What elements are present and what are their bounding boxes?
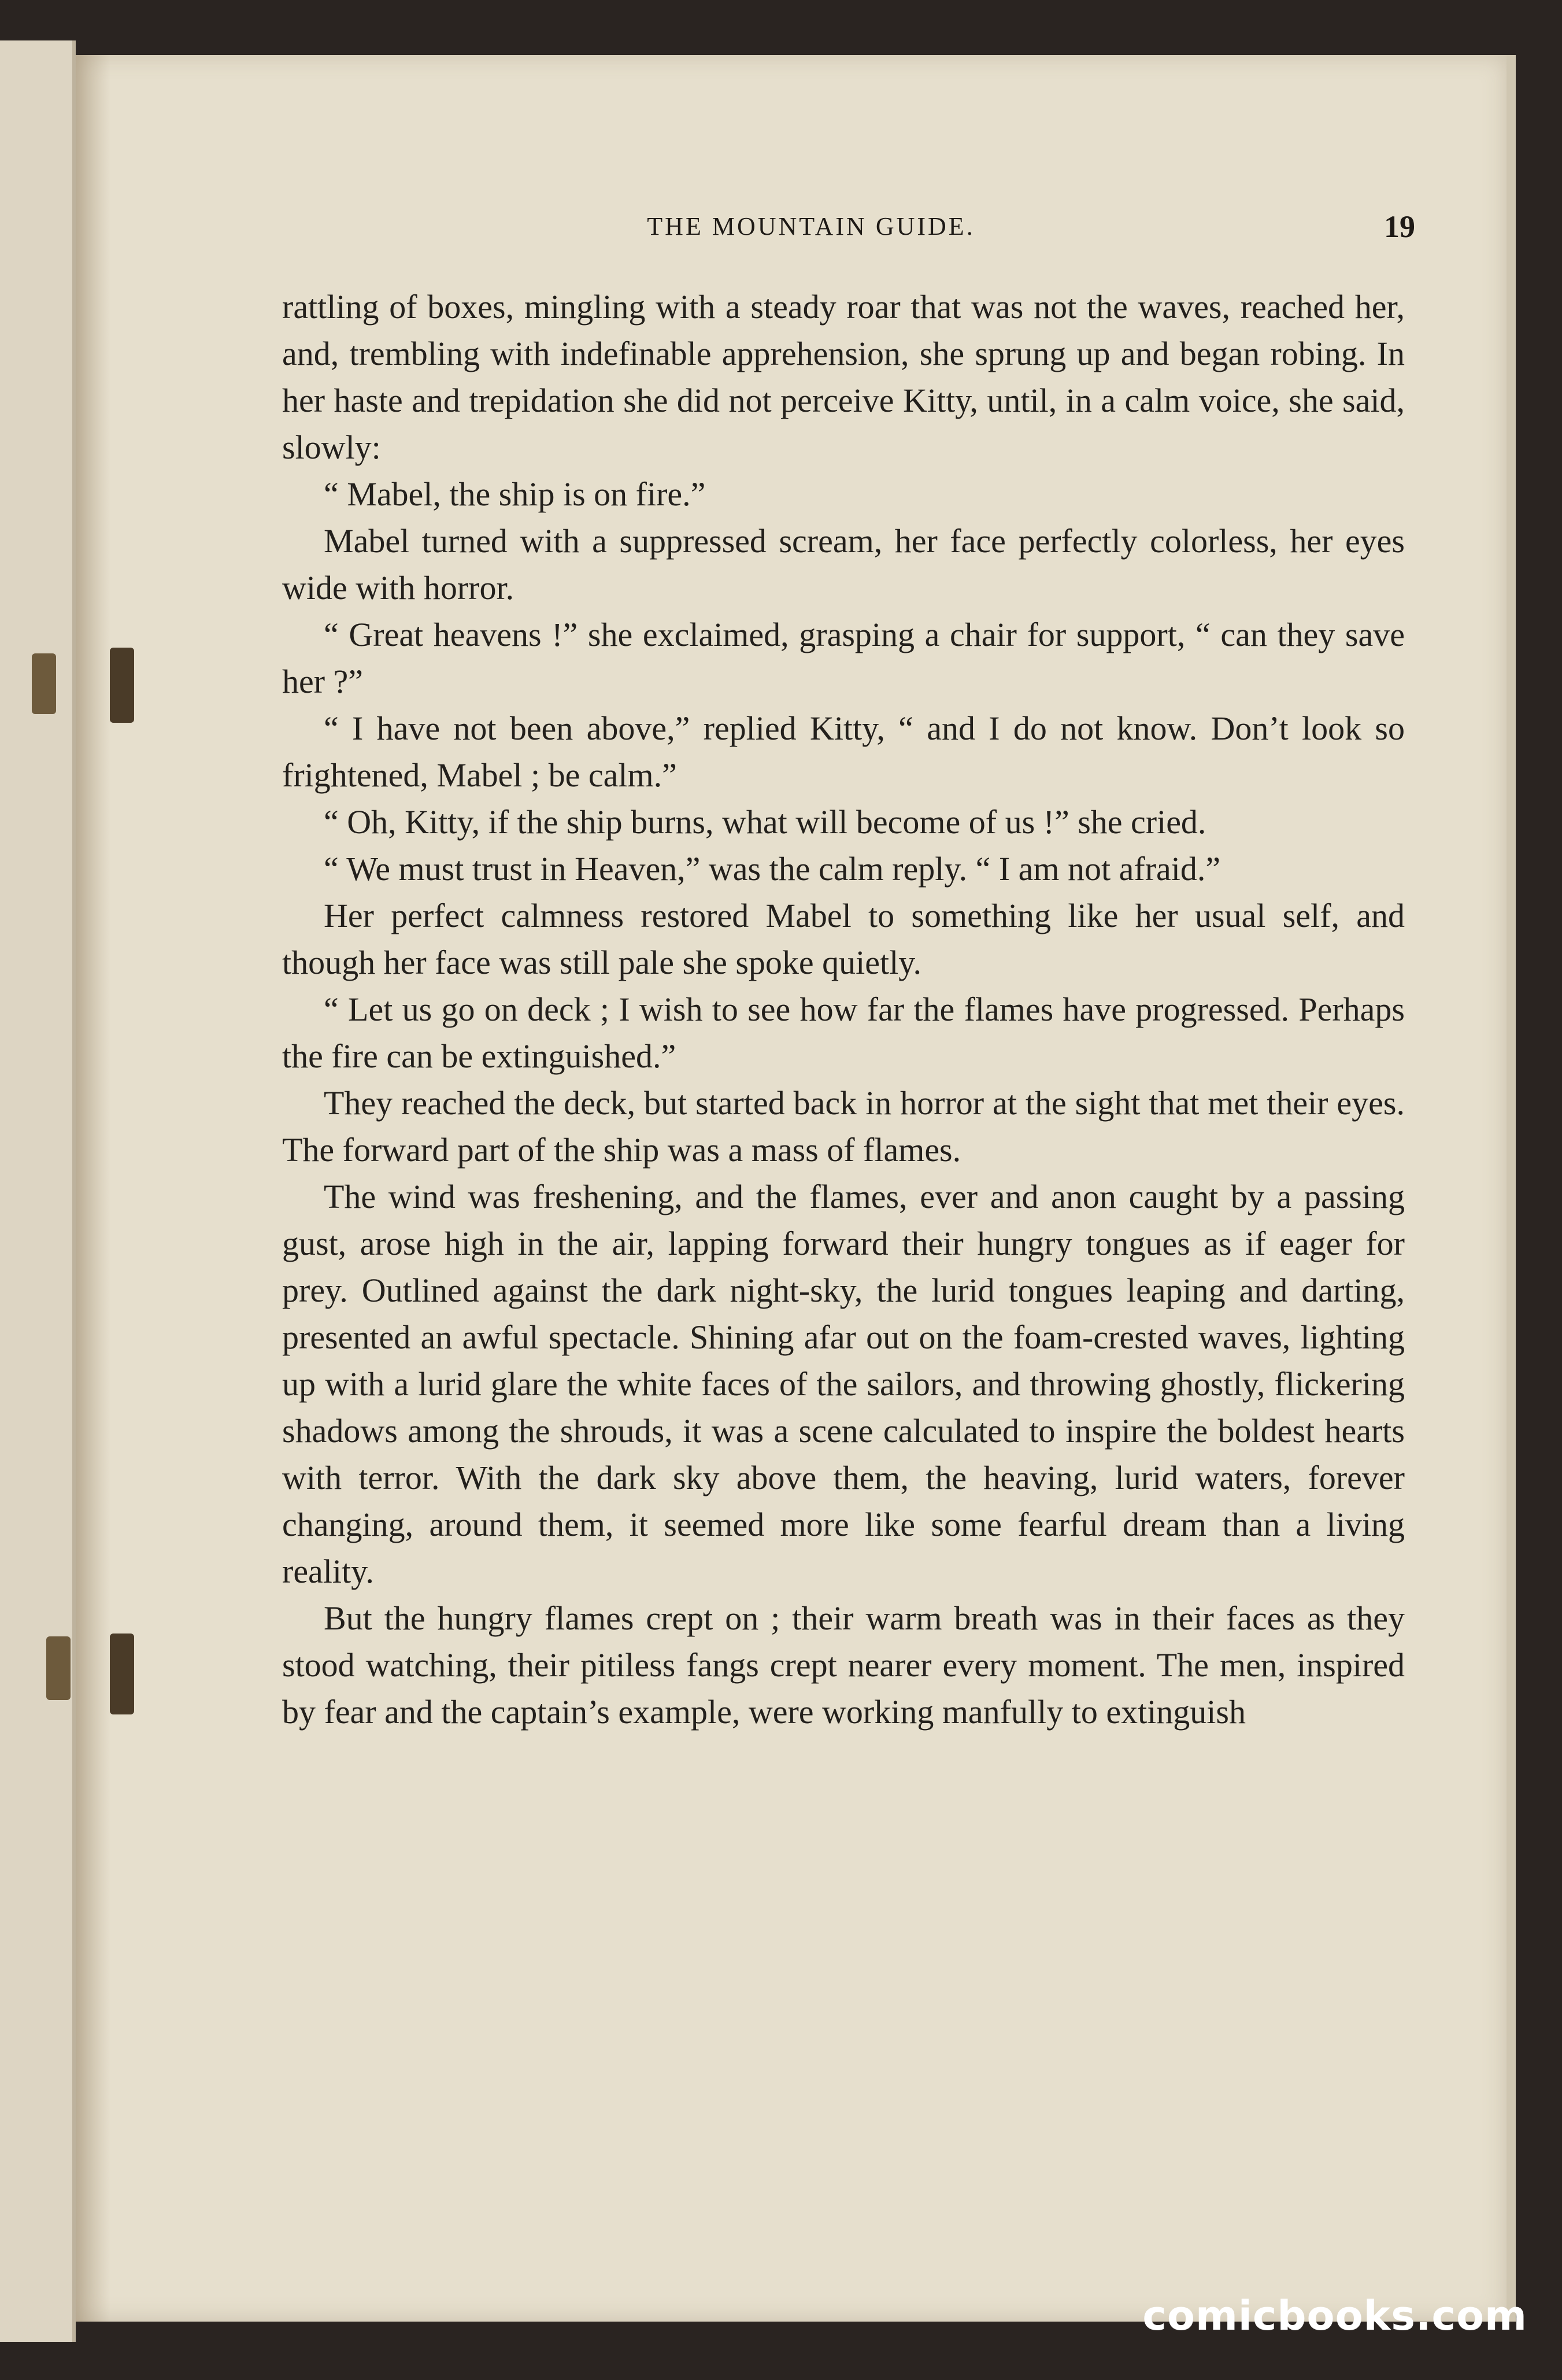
paragraph: “ We must trust in Heaven,” was the calm reply. “ I am not afraid.” [324,850,1221,888]
paragraph: rattling of boxes, mingling with a steady roar that was not the waves, reached her, and, trembling with indefinable apprehension, she sprung up and began robing. In her haste and trepidation she did not perceive Kitty, until, in a calm voice, she said, slowly: [282,288,1405,466]
paragraph: But the hungry flames crept on ; their warm breath was in their faces as they stood watching, their pitiless fangs crept nearer every moment. The men, inspired by fear and the captain’s example, were working manfully to extinguish [282,1599,1405,1731]
binding-staple [32,653,56,714]
paragraph: “ Let us go on deck ; I wish to see how far the flames have progressed. Perhaps the fire can be extinguished.” [282,991,1405,1075]
watermark: comicbooks.com [1142,2292,1527,2340]
page-edge [1507,55,1516,2322]
paragraph: “ Great heavens !” she exclaimed, grasping a chair for support, “ can they save her ?” [282,616,1405,700]
binding-staple [110,648,134,723]
body-text [282,283,1405,1735]
running-header [282,204,1415,250]
binding-staple [110,1634,134,1714]
facing-page-edge [0,40,76,2342]
paragraph: Her perfect calmness restored Mabel to something like her usual self, and though her face was still pale she spoke quietly. [282,897,1405,981]
paragraph: Mabel turned with a suppressed scream, her face perfectly colorless, her eyes wide with horror. [282,522,1405,607]
paragraph: “ Oh, Kitty, if the ship burns, what will become of us !” she cried. [324,803,1206,841]
paragraph: “ Mabel, the ship is on fire.” [324,475,706,513]
paragraph: The wind was freshening, and the flames, ever and anon caught by a passing gust, arose high in the air, lapping forward their hungry tongues as if eager for prey. Outlined against the dark night-sky, the lurid tongues leaping and darting, presented an awful spectacle. Shining afar out on the foam-crested waves, lighting up with a lurid glare the white faces of the sailors, and throwing ghostly, flickering shadows among the shrouds, it was a scene calculated to inspire the boldest hearts with terror. With the dark sky above them, the heaving, lurid waters, forever changing, around them, it seemed more like some fearful dream than a living reality. [282,1178,1405,1590]
running-title: THE MOUNTAIN GUIDE. [647,212,975,241]
gutter-shadow [76,55,110,2322]
paragraph: They reached the deck, but started back in horror at the sight that met their eyes. The forward part of the ship was a mass of flames. [282,1084,1405,1169]
binding-staple [46,1636,71,1700]
paragraph: “ I have not been above,” replied Kitty, “ and I do not know. Don’t look so frightened, Mabel ; be calm.” [282,709,1405,794]
page-number: 19 [1384,209,1415,244]
